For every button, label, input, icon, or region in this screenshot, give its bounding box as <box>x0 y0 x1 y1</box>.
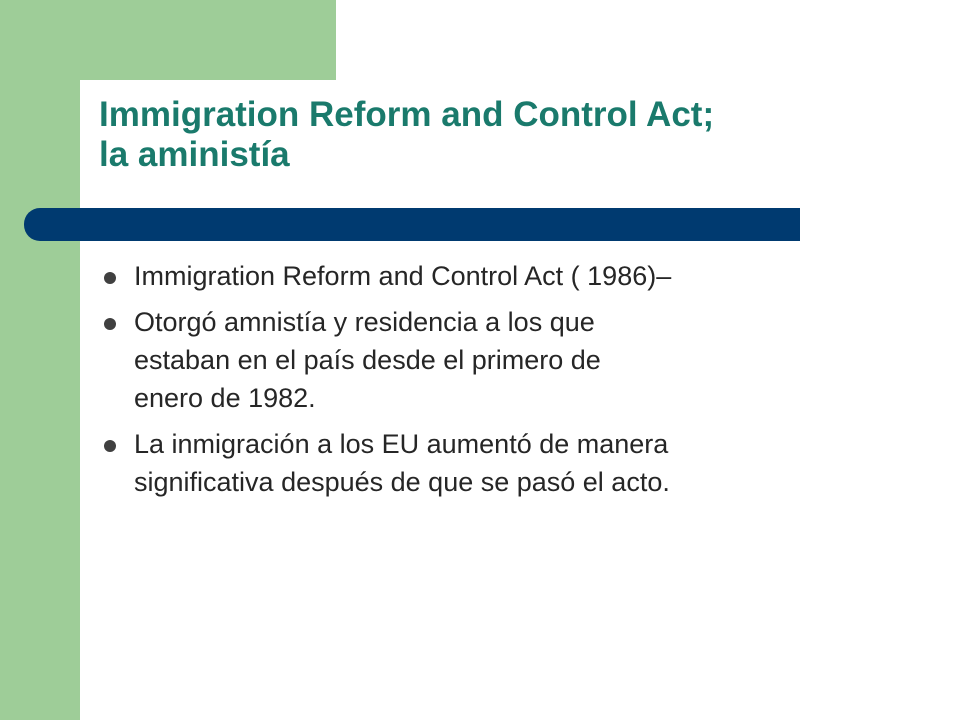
bullet-line: Immigration Reform and Control Act ( 1986)– <box>134 261 672 291</box>
bullet-item <box>100 303 920 417</box>
green-header-block <box>80 0 336 80</box>
bullet-item <box>100 257 920 295</box>
bullet-dot-icon <box>104 318 116 330</box>
slide-title-line-1: Immigration Reform and Control Act; <box>99 95 715 134</box>
bullet-line: Otorgó amnistía y residencia a los que <box>134 307 595 337</box>
slide-title-line-2: la aministía <box>99 135 290 174</box>
bullet-dot-icon <box>104 272 116 284</box>
bullet-item <box>100 425 920 501</box>
bullet-line: significativa después de que se pasó el acto. <box>134 467 670 497</box>
title-divider-bar <box>24 208 800 241</box>
bullet-line: La inmigración a los EU aumentó de manera <box>134 429 669 459</box>
bullet-text <box>134 257 920 295</box>
green-sidebar-strip <box>0 0 80 720</box>
bullet-dot-icon <box>104 440 116 452</box>
bullet-text <box>134 425 920 501</box>
bullet-line: enero de 1982. <box>134 383 316 413</box>
bullet-list <box>100 257 920 509</box>
bullet-text <box>134 303 920 417</box>
slide-title <box>99 95 899 175</box>
bullet-line: estaban en el país desde el primero de <box>134 345 601 375</box>
